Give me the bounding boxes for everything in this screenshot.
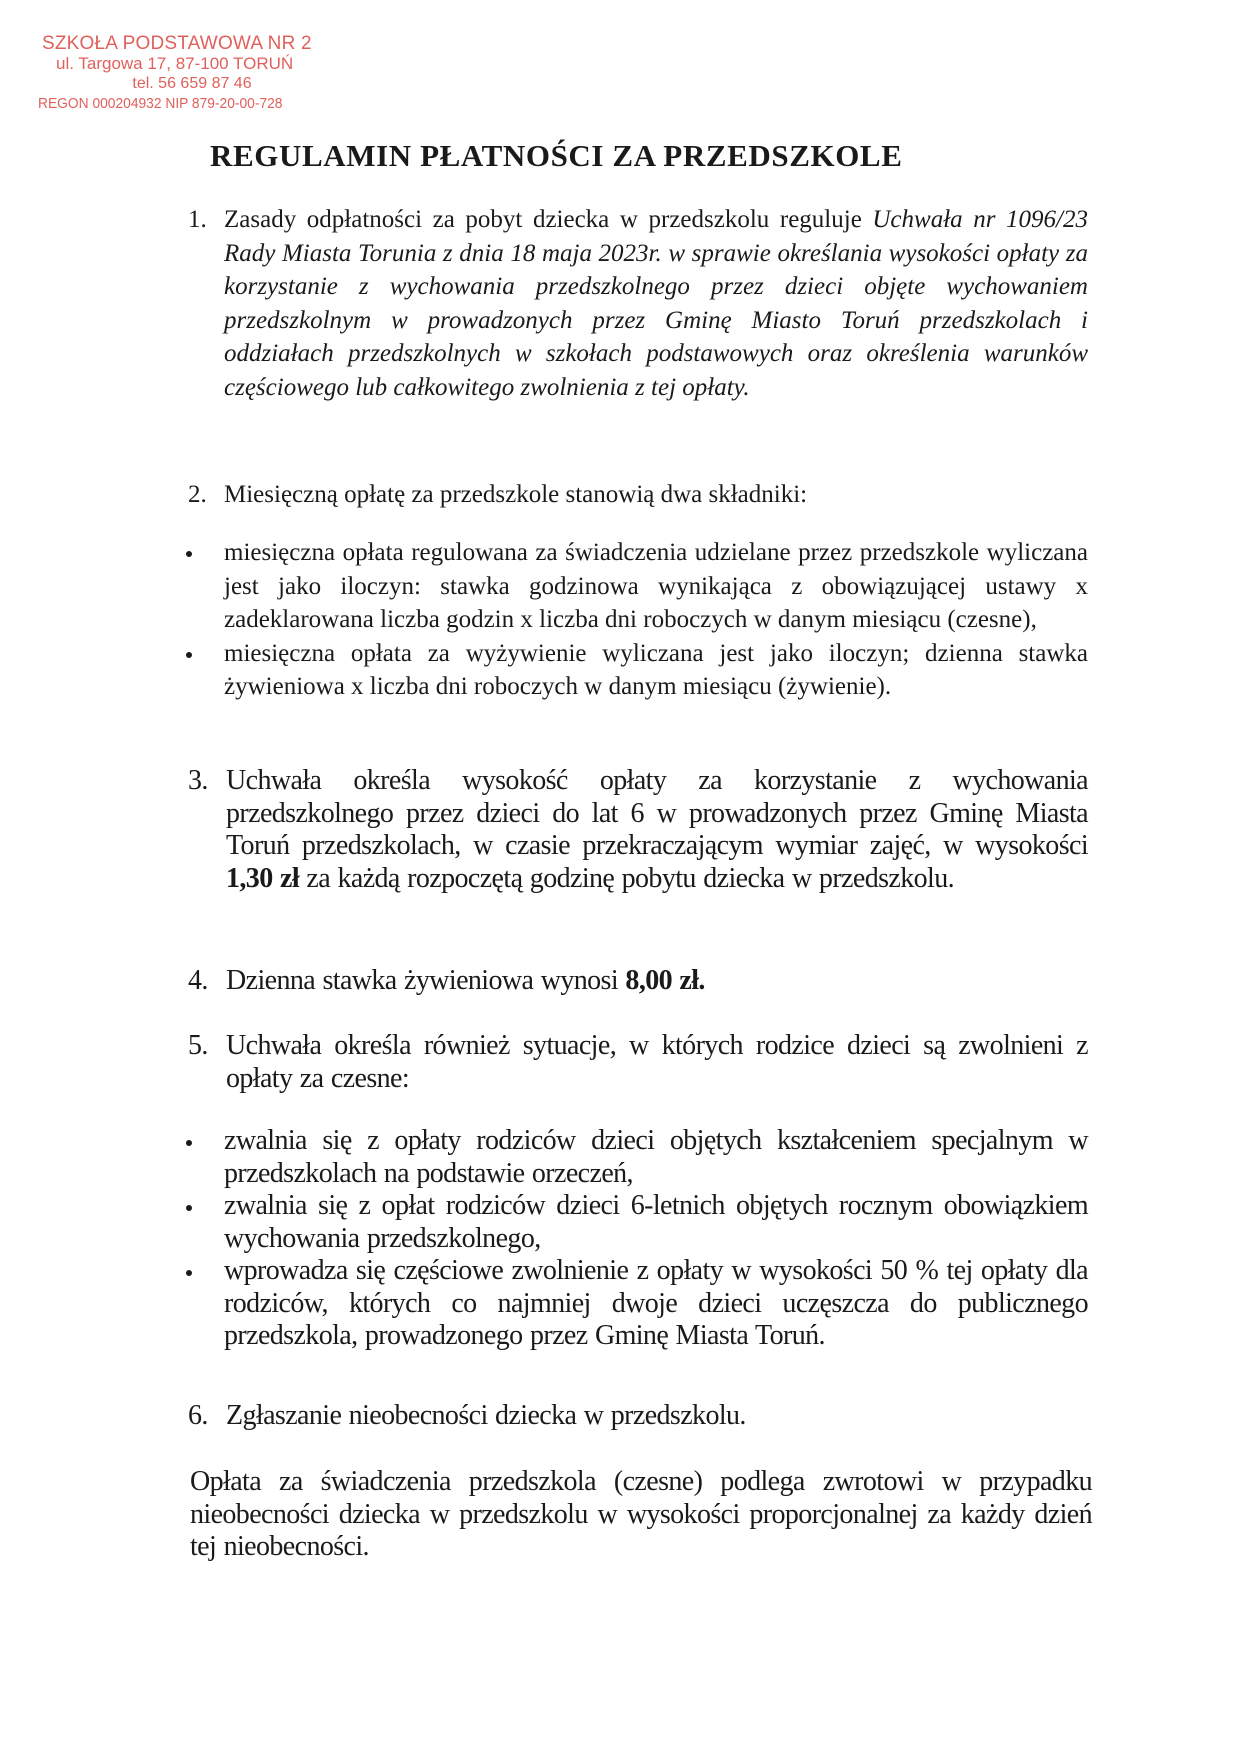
bullet-icon: [186, 1205, 192, 1211]
bullet-icon: [186, 1270, 192, 1276]
section-number: 6.: [188, 1400, 208, 1431]
exemptions-list: [172, 1125, 1088, 1353]
section-2: [188, 478, 1088, 512]
section-text-before: Uchwała określa wysokość opłaty za korzystanie z wychowania przedszkolnego przez dzieci do lat 6 w prowadzonych przez Gminę Miasta Toruń przedszkolach, w czasie przekraczającym wymiar zajęć, w wysokości: [226, 765, 1088, 861]
section-text: Miesięczną opłatę za przedszkole stanowią dwa składniki:: [224, 481, 808, 508]
document-title: REGULAMIN PŁATNOŚCI ZA PRZEDSZKOLE: [210, 138, 903, 173]
resolution-reference: Uchwała nr 1096/23 Rady Miasta Torunia z dnia 18 maja 2023r. w sprawie określania wysokości opłaty za korzystanie z wychowania przedszkolnego przez dzieci objęte wychowaniem przedszkolnym w prowadzonych przez Gminę Miasto Toruń przedszkolach i oddziałach przedszkolnych w szkołach podstawowych oraz określenia warunków częściowego lub całkowitego zwolnienia z tej opłaty.: [224, 206, 1088, 401]
section-text-plain: Zasady odpłatności za pobyt dziecka w przedszkolu reguluje: [224, 206, 873, 233]
section-5: [188, 1030, 1088, 1095]
section-4: [188, 965, 1088, 998]
list-item-text: zwalnia się z opłaty rodziców dzieci objętych kształceniem specjalnym w przedszkolach na podstawie orzeczeń,: [224, 1125, 1088, 1189]
stamp-school-name: SZKOŁA PODSTAWOWA NR 2: [42, 33, 312, 54]
section-number: 1.: [188, 206, 207, 233]
list-item: [172, 1190, 1088, 1255]
bullet-icon: [186, 1140, 192, 1146]
section-text: Zgłaszanie nieobecności dziecka w przedszkolu.: [226, 1400, 746, 1431]
stamp-address: ul. Targowa 17, 87-100 TORUŃ: [56, 54, 294, 73]
section-6: [188, 1400, 1088, 1433]
list-item: [172, 1255, 1088, 1353]
section-text: [224, 203, 1088, 404]
list-item-text: miesięczna opłata za wyżywienie wyliczana jest jako iloczyn; dzienna stawka żywieniowa x liczba dni roboczych w danym miesiącu (żywienie).: [224, 639, 1088, 700]
section-text: [226, 965, 1088, 998]
closing-paragraph: [190, 1466, 1092, 1564]
list-item: [172, 536, 1088, 637]
stamp-phone: tel. 56 659 87 46: [132, 75, 252, 92]
section-number: 5.: [188, 1030, 208, 1061]
section-text-before: Dzienna stawka żywieniowa wynosi: [226, 965, 626, 996]
school-stamp: [38, 34, 328, 114]
list-item: [172, 637, 1088, 704]
hourly-rate-amount: 1,30 zł: [226, 862, 300, 894]
section-text-after: za każdą rozpoczętą godzinę pobytu dziecka w przedszkolu.: [299, 862, 955, 894]
list-item-text: miesięczna opłata regulowana za świadczenia udzielane przez przedszkole wyliczana jest jako iloczyn: stawka godzinowa wynikająca z obowiązującej ustawy x zadeklarowana liczba godzin x liczba dni roboczych w danym miesiącu (czesne),: [224, 539, 1088, 633]
closing-paragraph-text: Opłata za świadczenia przedszkola (czesne) podlega zwrotowi w przypadku nieobecności dziecka w przedszkolu w wysokości proporcjonalnej za każdy dzień tej nieobecności.: [190, 1466, 1092, 1562]
stamp-regon-nip: REGON 000204932 NIP 879-20-00-728: [38, 95, 283, 112]
list-item: [172, 1125, 1088, 1190]
section-text: [226, 765, 1088, 895]
section-3: [188, 765, 1088, 895]
daily-food-rate-amount: 8,00 zł.: [625, 965, 705, 996]
section-text: Uchwała określa również sytuacje, w których rodzice dzieci są zwolnieni z opłaty za czesne:: [226, 1030, 1088, 1094]
bullet-icon: [186, 551, 192, 557]
section-number: 2.: [188, 481, 207, 508]
list-item-text: zwalnia się z opłat rodziców dzieci 6-letnich objętych rocznym obowiązkiem wychowania przedszkolnego,: [224, 1190, 1088, 1254]
list-item-text: wprowadza się częściowe zwolnienie z opłaty w wysokości 50 % tej opłaty dla rodziców, których co najmniej dwoje dzieci uczęszcza do publicznego przedszkola, prowadzonego przez Gminę Miasta Toruń.: [224, 1255, 1088, 1351]
section-number: 3.: [188, 765, 208, 796]
fee-components-list: [172, 536, 1088, 704]
section-1: [188, 203, 1088, 404]
bullet-icon: [186, 652, 192, 658]
section-number: 4.: [188, 965, 208, 996]
